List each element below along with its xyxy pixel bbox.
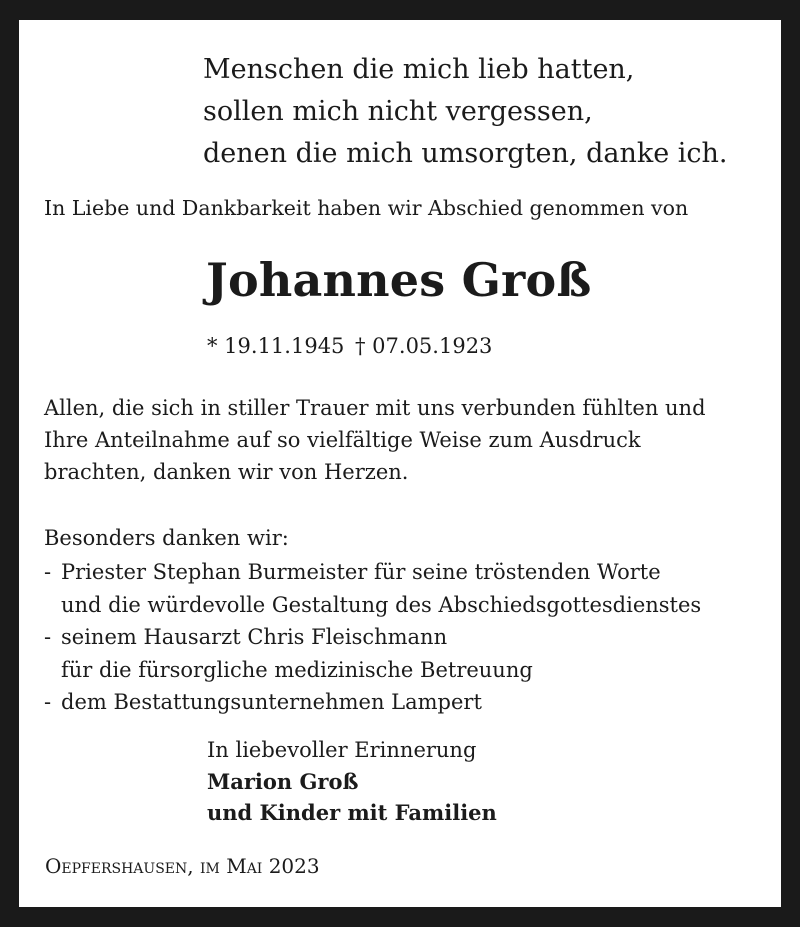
signer-name: Marion Groß [207, 769, 359, 794]
list-dash: - [44, 690, 52, 714]
list-dash: - [44, 625, 52, 649]
thanks-paragraph [44, 392, 706, 488]
signer-family: und Kinder mit Familien [207, 800, 497, 825]
list-dash: - [44, 560, 52, 584]
list-item-text: seinem Hausarzt Chris Fleischmann [61, 625, 448, 649]
place-date: Oepfershausen, im Mai 2023 [45, 854, 320, 878]
deceased-name: Johannes Groß [206, 253, 592, 307]
thanks-line: brachten, danken wir von Herzen. [44, 460, 409, 484]
poem-line: Menschen die mich lieb hatten, [203, 54, 635, 85]
poem [203, 49, 728, 175]
thanks-line: Ihre Anteilnahme auf so vielfältige Weise zum Ausdruck [44, 428, 641, 452]
list-item-text: dem Bestattungsunternehmen Lampert [61, 690, 482, 714]
list-item-text: für die fürsorgliche medizinische Betreuung [61, 657, 533, 682]
list-item-text: und die würdevolle Gestaltung des Abschiedsgottesdienstes [61, 592, 702, 617]
special-thanks-heading: Besonders danken wir: [44, 526, 289, 550]
thanks-line: Allen, die sich in stiller Trauer mit uns verbunden fühlten und [44, 396, 706, 420]
closing-line: In liebevoller Erinnerung [207, 738, 477, 762]
death-date: † 07.05.1923 [355, 334, 493, 358]
birth-date: * 19.11.1945 [207, 334, 345, 358]
list-item-text: Priester Stephan Burmeister für seine tröstenden Worte [61, 560, 661, 584]
closing-block [207, 735, 497, 828]
poem-line: sollen mich nicht vergessen, [203, 96, 593, 127]
poem-line: denen die mich umsorgten, danke ich. [203, 138, 728, 169]
intro-text: In Liebe und Dankbarkeit haben wir Abschied genommen von [44, 196, 689, 220]
